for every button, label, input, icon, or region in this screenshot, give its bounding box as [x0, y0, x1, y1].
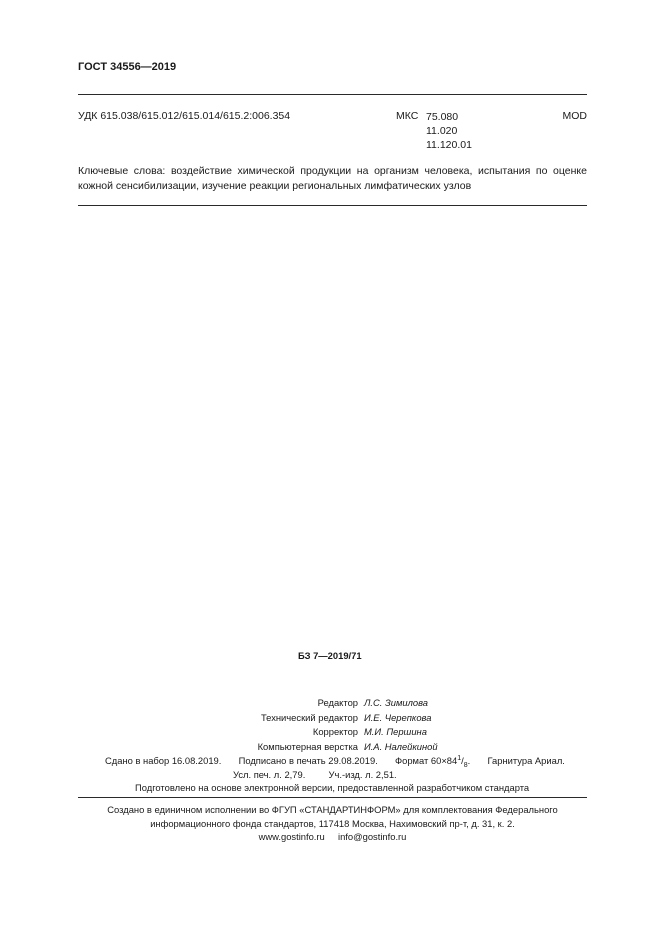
header-divider	[78, 94, 587, 95]
staff-row	[150, 696, 510, 711]
mod-label: MOD	[562, 110, 587, 122]
print-sheets-line	[233, 769, 397, 780]
staff-role: Компьютерная верстка	[257, 740, 358, 752]
footer-divider	[78, 797, 587, 798]
prepared-note: Подготовлено на основе электронной версии, предоставленной разработчиком стандарта	[135, 782, 530, 793]
typeface: Гарнитура Ариал.	[487, 755, 565, 767]
signed-date: Подписано в печать 29.08.2019.	[238, 755, 378, 767]
mks-code: 11.120.01	[426, 139, 472, 151]
staff-role: Корректор	[312, 726, 358, 737]
mks-label: МКС	[396, 110, 419, 122]
footer-line: Создано в единичном исполнении во ФГУП «СТАНДАРТИНФОРМ» для комплектования Федерального	[107, 804, 558, 815]
print-details-line	[105, 755, 565, 769]
staff-row	[150, 711, 510, 726]
keywords-line: Ключевые слова: воздействие химической продукции на организм человека, испытания по оценке	[78, 165, 587, 177]
bz-number: БЗ 7—2019/71	[298, 650, 362, 661]
uch-izd-sheets: Уч.-изд. л. 2,51.	[328, 769, 397, 780]
email-link[interactable]: info@gostinfo.ru	[337, 831, 407, 842]
staff-role: Редактор	[317, 697, 358, 708]
usl-pech-sheets: Усл. печ. л. 2,79.	[233, 769, 306, 780]
keywords-block	[78, 164, 587, 194]
mks-code: 75.080	[426, 111, 459, 123]
staff-name: Л.С. Зимилова	[364, 697, 429, 708]
staff-row	[150, 725, 510, 740]
mks-codes	[426, 110, 472, 152]
staff-name: И.Е. Черепкова	[364, 711, 432, 723]
publisher-footer	[78, 803, 587, 844]
footer-contacts	[78, 830, 587, 844]
footer-line: информационного фонда стандартов, 117418 Москва, Нахимовский пр-т, д. 31, к. 2.	[150, 817, 515, 829]
submitted-date: Сдано в набор 16.08.2019.	[105, 755, 222, 767]
keywords-divider	[78, 205, 587, 206]
keywords-line: кожной сенсибилизации, изучение реакции региональных лимфатических узлов	[78, 180, 472, 192]
paper-format: Формат $60\times 84^1/_8$.	[395, 755, 471, 769]
mks-code: 11.020	[426, 125, 458, 137]
staff-credits	[150, 696, 510, 754]
standard-number: ГОСТ 34556—2019	[78, 61, 177, 73]
staff-role: Технический редактор	[260, 711, 358, 723]
staff-name: М.И. Першина	[364, 726, 427, 737]
udk-code: УДК 615.038/615.012/615.014/615.2:006.354	[78, 110, 291, 122]
staff-row	[150, 740, 510, 755]
website-link[interactable]: www.gostinfo.ru	[258, 831, 325, 842]
staff-name: И.А. Налейкиной	[364, 740, 438, 752]
